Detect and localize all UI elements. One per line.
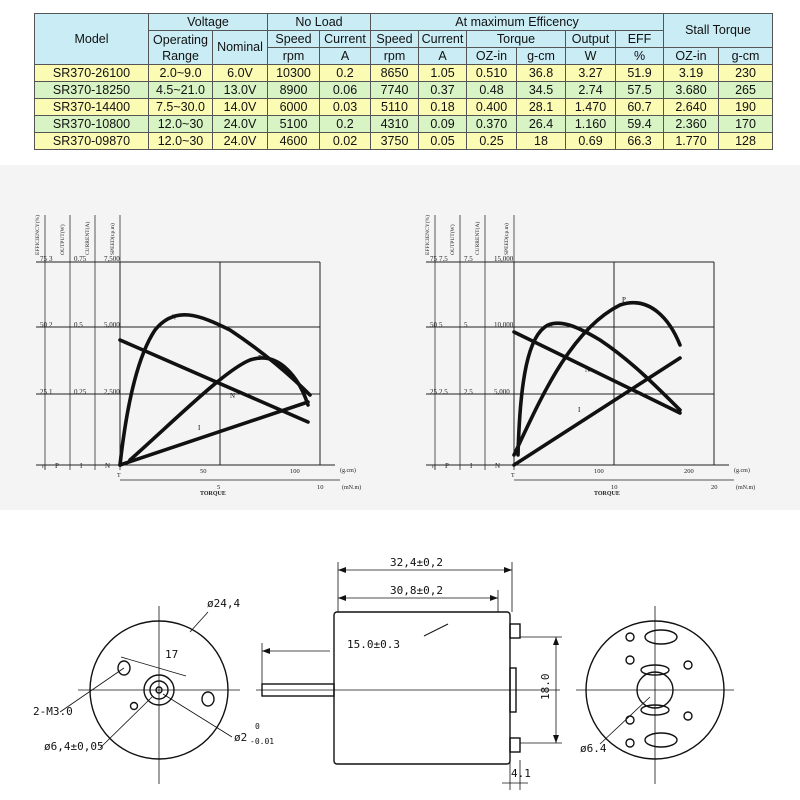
axis-symbol: η bbox=[432, 462, 436, 470]
label-screw-holes: 2-M3.0 bbox=[33, 705, 73, 718]
axis-header: EFFICIENCY(%) bbox=[35, 214, 41, 255]
cell-me-torque-oz: 0.510 bbox=[467, 65, 517, 82]
front-body-circle bbox=[90, 621, 228, 759]
cell-range: 7.5~30.0 bbox=[149, 99, 213, 116]
curve-label: P bbox=[622, 296, 626, 304]
cell-nl-current: 0.02 bbox=[320, 133, 371, 150]
cell-me-torque-oz: 0.48 bbox=[467, 82, 517, 99]
axis-symbol: P bbox=[55, 462, 59, 470]
rear-vent-hole bbox=[626, 656, 634, 664]
unit-rpm: rpm bbox=[268, 48, 320, 65]
axis-header: EFFICIENCY(%) bbox=[425, 214, 431, 255]
label-body-diameter: ø24,4 bbox=[207, 597, 241, 610]
terminal-top bbox=[510, 624, 520, 638]
cell-nominal: 6.0V bbox=[213, 65, 268, 82]
tick-label: 2 bbox=[49, 321, 53, 329]
cell-me-output: 0.69 bbox=[566, 133, 616, 150]
screw-hole-right bbox=[202, 692, 214, 706]
cell-me-output: 3.27 bbox=[566, 65, 616, 82]
cell-me-output: 1.470 bbox=[566, 99, 616, 116]
tick-label: 5 bbox=[439, 321, 443, 329]
mnm-tick-label: 10 bbox=[611, 484, 618, 491]
arrow-icon bbox=[262, 648, 270, 654]
cell-me-torque-g: 36.8 bbox=[517, 65, 566, 82]
unit-oz-in: OZ-in bbox=[664, 48, 719, 65]
cell-me-eff: 59.4 bbox=[616, 116, 664, 133]
cell-stall-oz: 1.770 bbox=[664, 133, 719, 150]
rear-vent-hole bbox=[684, 712, 692, 720]
tick-label: 10,000 bbox=[494, 321, 514, 329]
bearing-inner-circle bbox=[150, 681, 168, 699]
tick-label: 1 bbox=[49, 388, 53, 396]
tick-label: 5,000 bbox=[494, 388, 510, 396]
screw-spacing-line bbox=[121, 657, 186, 676]
bearing-circle bbox=[144, 675, 174, 705]
cell-me-torque-oz: 0.400 bbox=[467, 99, 517, 116]
cell-me-eff: 66.3 bbox=[616, 133, 664, 150]
rear-vent-hole bbox=[626, 633, 634, 641]
header-current: Current bbox=[419, 31, 467, 48]
cell-me-torque-g: 26.4 bbox=[517, 116, 566, 133]
axis-symbol: η bbox=[42, 462, 46, 470]
axis-header: CURRENT(A) bbox=[85, 221, 91, 255]
label-screw-spacing: 17 bbox=[165, 648, 179, 661]
cell-stall-oz: 3.680 bbox=[664, 82, 719, 99]
cell-me-current: 0.05 bbox=[419, 133, 467, 150]
cell-range: 4.5~21.0 bbox=[149, 82, 213, 99]
header-operating-range: Operating Range bbox=[149, 31, 213, 65]
motor-body-rect bbox=[334, 612, 510, 764]
shaft-rect bbox=[262, 684, 334, 696]
cell-me-output: 1.160 bbox=[566, 116, 616, 133]
cell-nl-current: 0.2 bbox=[320, 65, 371, 82]
cell-stall-g: 128 bbox=[719, 133, 773, 150]
header-output: Output bbox=[566, 31, 616, 48]
tick-label: 0.25 bbox=[74, 388, 87, 396]
cell-me-speed: 5110 bbox=[371, 99, 419, 116]
screw-hole-left bbox=[118, 661, 130, 675]
curve-label: η bbox=[549, 320, 553, 328]
mnm-tick-label: 5 bbox=[217, 484, 221, 491]
gcm-tick-label: 100 bbox=[594, 468, 604, 475]
cell-me-current: 0.09 bbox=[419, 116, 467, 133]
cell-me-current: 1.05 bbox=[419, 65, 467, 82]
header-torque: Torque bbox=[467, 31, 566, 48]
rear-slot-bottom bbox=[641, 705, 669, 715]
gcm-tick-label: 50 bbox=[200, 468, 207, 475]
cell-nl-speed: 4600 bbox=[268, 133, 320, 150]
header-speed: Speed bbox=[371, 31, 419, 48]
tick-label: 0.5 bbox=[74, 321, 83, 329]
gcm-unit-label: (g.cm) bbox=[734, 468, 750, 474]
tick-label: 7.5 bbox=[464, 255, 473, 263]
tick-label: 5,000 bbox=[104, 321, 120, 329]
cell-me-current: 0.18 bbox=[419, 99, 467, 116]
curve-label: N bbox=[230, 392, 236, 400]
rear-vent-hole bbox=[626, 739, 634, 747]
cell-range: 2.0~9.0 bbox=[149, 65, 213, 82]
cell-range: 12.0~30 bbox=[149, 133, 213, 150]
tick-label: 0.75 bbox=[74, 255, 87, 263]
torque-axis-label: TORQUE bbox=[200, 491, 226, 497]
torque-axis-label: TORQUE bbox=[594, 491, 620, 497]
tick-label: 7.5 bbox=[439, 255, 448, 263]
tick-label: 75 bbox=[40, 255, 47, 263]
rear-dia-leader bbox=[600, 697, 650, 744]
tick-label: 3 bbox=[49, 255, 53, 263]
cell-range: 12.0~30 bbox=[149, 116, 213, 133]
tick-label: 2.5 bbox=[464, 388, 473, 396]
label-body-length: 30,8±0,2 bbox=[390, 584, 443, 597]
rear-boss-circle bbox=[637, 672, 673, 708]
terminal-bottom bbox=[510, 738, 520, 752]
origin-label: T bbox=[117, 473, 121, 479]
rear-boss bbox=[510, 668, 516, 712]
rear-body-circle bbox=[586, 621, 724, 759]
cell-nl-current: 0.2 bbox=[320, 116, 371, 133]
rear-vent-hole bbox=[626, 716, 634, 724]
cell-nl-speed: 8900 bbox=[268, 82, 320, 99]
unit-g-cm: g-cm bbox=[517, 48, 566, 65]
cell-stall-oz: 2.640 bbox=[664, 99, 719, 116]
label-rear-boss: 4.1 bbox=[511, 767, 531, 780]
header-nominal: Nominal bbox=[213, 31, 268, 65]
cell-me-current: 0.37 bbox=[419, 82, 467, 99]
curve-label: η bbox=[172, 312, 176, 320]
curve-label: I bbox=[198, 424, 201, 432]
bearing-leader bbox=[100, 697, 152, 748]
mnm-unit-label: (mN.m) bbox=[342, 485, 362, 491]
tick-label: 50 bbox=[430, 321, 437, 329]
body-dia-leader bbox=[190, 612, 208, 632]
shaft-circle bbox=[156, 687, 162, 693]
header-max-eff: At maximum Efficency bbox=[371, 14, 664, 31]
cell-nl-speed: 5100 bbox=[268, 116, 320, 133]
tab-line bbox=[424, 624, 448, 636]
cell-stall-oz: 3.19 bbox=[664, 65, 719, 82]
cell-me-torque-g: 28.1 bbox=[517, 99, 566, 116]
axis-symbol: I bbox=[80, 462, 83, 470]
rear-view bbox=[576, 606, 734, 784]
rear-terminal-top bbox=[645, 630, 677, 644]
axis-symbol: I bbox=[470, 462, 473, 470]
header-model: Model bbox=[35, 14, 149, 65]
screw-leader bbox=[60, 668, 124, 712]
gcm-unit-label: (g.cm) bbox=[340, 468, 356, 474]
unit-g-cm: g-cm bbox=[719, 48, 773, 65]
side-view bbox=[256, 562, 562, 790]
axis-header: SPEED(r.p.m) bbox=[504, 223, 510, 255]
arrow-icon bbox=[338, 567, 346, 573]
cell-nominal: 24.0V bbox=[213, 116, 268, 133]
unit-amp: A bbox=[419, 48, 467, 65]
shaft-leader bbox=[163, 694, 232, 737]
cell-nominal: 13.0V bbox=[213, 82, 268, 99]
unit-rpm: rpm bbox=[371, 48, 419, 65]
label-flat-width: 18.0 bbox=[539, 673, 552, 700]
cell-stall-g: 265 bbox=[719, 82, 773, 99]
front-view bbox=[60, 606, 240, 784]
cell-model: SR370-14400 bbox=[35, 99, 149, 116]
label-shaft-tol-upper: 0 bbox=[255, 722, 260, 731]
axis-header: SPEED(r.p.m) bbox=[110, 223, 116, 255]
header-eff: EFF bbox=[616, 31, 664, 48]
vent-hole bbox=[131, 703, 138, 710]
cell-me-torque-oz: 0.25 bbox=[467, 133, 517, 150]
mnm-tick-label: 20 bbox=[711, 484, 718, 491]
cell-me-eff: 57.5 bbox=[616, 82, 664, 99]
curve-label: P bbox=[258, 354, 262, 362]
cell-nl-current: 0.06 bbox=[320, 82, 371, 99]
label-shaft-length: 15.0±0.3 bbox=[347, 638, 400, 651]
tick-label: 2.5 bbox=[439, 388, 448, 396]
cell-me-torque-g: 34.5 bbox=[517, 82, 566, 99]
cell-nl-speed: 10300 bbox=[268, 65, 320, 82]
unit-percent: % bbox=[616, 48, 664, 65]
unit-amp: A bbox=[320, 48, 371, 65]
rear-terminal-bottom bbox=[645, 733, 677, 747]
cell-me-torque-g: 18 bbox=[517, 133, 566, 150]
cell-nominal: 14.0V bbox=[213, 99, 268, 116]
tick-label: 15,000 bbox=[494, 255, 514, 263]
mnm-unit-label: (mN.m) bbox=[736, 485, 756, 491]
label-shaft-diameter: ø2 bbox=[234, 731, 248, 744]
cell-stall-oz: 2.360 bbox=[664, 116, 719, 133]
cell-me-eff: 51.9 bbox=[616, 65, 664, 82]
cell-nominal: 24.0V bbox=[213, 133, 268, 150]
tick-label: 7,500 bbox=[104, 255, 120, 263]
cell-me-eff: 60.7 bbox=[616, 99, 664, 116]
header-voltage: Voltage bbox=[149, 14, 268, 31]
axis-symbol: N bbox=[495, 462, 501, 470]
tick-label: 2,500 bbox=[104, 388, 120, 396]
axis-header: OUTPUT(W) bbox=[450, 224, 456, 255]
arrow-icon bbox=[338, 595, 346, 601]
axis-header: OUTPUT(W) bbox=[60, 224, 66, 255]
arrow-icon bbox=[490, 595, 498, 601]
header-no-load: No Load bbox=[268, 14, 371, 31]
dimension-arrows bbox=[262, 567, 559, 743]
cell-stall-g: 170 bbox=[719, 116, 773, 133]
gcm-tick-label: 200 bbox=[684, 468, 694, 475]
label-shaft-tol-lower: -0.01 bbox=[250, 737, 275, 746]
cell-me-speed: 7740 bbox=[371, 82, 419, 99]
axis-symbol: N bbox=[105, 462, 111, 470]
cell-stall-g: 230 bbox=[719, 65, 773, 82]
tick-label: 75 bbox=[430, 255, 437, 263]
cell-model: SR370-18250 bbox=[35, 82, 149, 99]
axis-symbol: P bbox=[445, 462, 449, 470]
rear-vent-hole bbox=[684, 661, 692, 669]
label-overall-length: 32,4±0,2 bbox=[390, 556, 443, 569]
curve-label: I bbox=[578, 406, 581, 414]
cell-me-output: 2.74 bbox=[566, 82, 616, 99]
tick-label: 50 bbox=[40, 321, 47, 329]
axis-header: CURRENT(A) bbox=[475, 221, 481, 255]
cell-me-torque-oz: 0.370 bbox=[467, 116, 517, 133]
header-current: Current bbox=[320, 31, 371, 48]
cell-nl-current: 0.03 bbox=[320, 99, 371, 116]
arrow-icon bbox=[504, 567, 512, 573]
header-speed: Speed bbox=[268, 31, 320, 48]
mnm-tick-label: 10 bbox=[317, 484, 324, 491]
tick-label: 5 bbox=[464, 321, 468, 329]
arrow-icon bbox=[553, 735, 559, 743]
cell-me-speed: 4310 bbox=[371, 116, 419, 133]
tick-label: 25 bbox=[40, 388, 47, 396]
cell-stall-g: 190 bbox=[719, 99, 773, 116]
cell-me-speed: 8650 bbox=[371, 65, 419, 82]
curve-label: N bbox=[585, 366, 591, 374]
unit-watt: W bbox=[566, 48, 616, 65]
cell-model: SR370-26100 bbox=[35, 65, 149, 82]
cell-model: SR370-10800 bbox=[35, 116, 149, 133]
gcm-tick-label: 100 bbox=[290, 468, 300, 475]
cell-me-speed: 3750 bbox=[371, 133, 419, 150]
origin-label: T bbox=[511, 473, 515, 479]
unit-oz-in: OZ-in bbox=[467, 48, 517, 65]
label-rear-diameter: ø6.4 bbox=[580, 742, 607, 755]
arrow-icon bbox=[553, 637, 559, 645]
header-stall-torque: Stall Torque bbox=[664, 14, 773, 48]
tick-label: 25 bbox=[430, 388, 437, 396]
label-bearing-diameter: ø6,4±0,05 bbox=[44, 740, 104, 753]
cell-model: SR370-09870 bbox=[35, 133, 149, 150]
rear-slot-top bbox=[641, 665, 669, 675]
cell-nl-speed: 6000 bbox=[268, 99, 320, 116]
